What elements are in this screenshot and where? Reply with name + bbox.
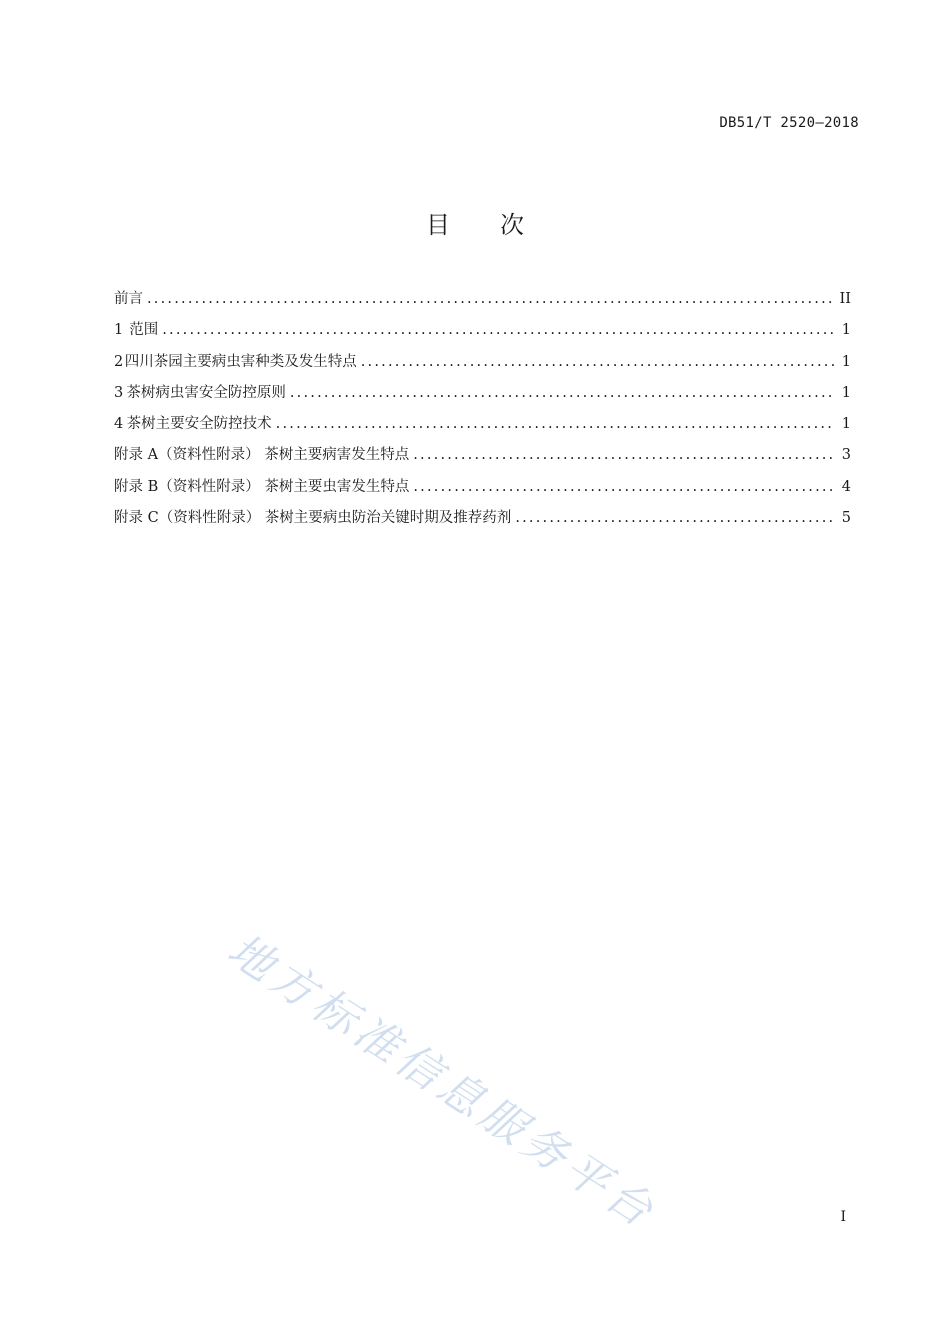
toc-entry-page: II — [839, 291, 851, 307]
toc-entry-label: 附录 A（资料性附录） 茶树主要病害发生特点 — [114, 447, 410, 464]
toc-entry-pest-types[interactable] — [114, 350, 851, 381]
toc-leader-dots — [290, 385, 835, 401]
toc-leader-dots — [361, 354, 835, 370]
toc-leader-dots — [515, 510, 835, 526]
toc-entry-label: 范围 — [129, 322, 159, 339]
toc-title-char-1: 目 — [426, 211, 450, 239]
toc-entry-page: 1 — [841, 353, 851, 370]
toc-entry-label: 附录 C（资料性附录） 茶树主要病虫防治关键时期及推荐药剂 — [114, 510, 512, 527]
toc-entry-appendix-b[interactable] — [114, 475, 851, 506]
toc-leader-dots — [413, 447, 835, 463]
toc-title-char-2: 次 — [500, 211, 524, 239]
toc-entry-page: 1 — [841, 322, 851, 339]
toc-leader-dots — [162, 322, 835, 338]
toc-entry-page: 5 — [841, 510, 851, 527]
toc-entry-scope[interactable] — [114, 318, 851, 349]
toc-entry-foreword[interactable] — [114, 287, 851, 318]
toc-title — [0, 205, 950, 240]
toc-leader-dots — [147, 291, 834, 307]
toc-entry-control-techniques[interactable] — [114, 412, 851, 443]
toc-entry-page: 3 — [841, 447, 851, 464]
toc-entry-page: 1 — [841, 384, 851, 401]
toc-entry-number: 4 — [114, 416, 124, 433]
toc-leader-dots — [413, 479, 835, 495]
toc-entry-label: 茶树主要安全防控技术 — [126, 416, 272, 433]
toc-entry-label: 前言 — [114, 291, 143, 307]
toc-leader-dots — [276, 416, 835, 432]
toc-entry-label: 茶树病虫害安全防控原则 — [126, 384, 286, 401]
toc-entry-appendix-a[interactable] — [114, 443, 851, 474]
document-code: DB51/T 2520—2018 — [719, 115, 859, 131]
toc-entry-label: 附录 B（资料性附录） 茶树主要虫害发生特点 — [114, 478, 410, 495]
toc-entry-appendix-c[interactable] — [114, 506, 851, 537]
watermark: 地方标准信息服务平台 — [218, 924, 666, 1240]
toc-entry-control-principles[interactable] — [114, 381, 851, 412]
toc-entry-number: 3 — [114, 384, 124, 401]
toc-entry-page: 4 — [841, 478, 851, 495]
toc-entry-label: 四川茶园主要病虫害种类及发生特点 — [124, 353, 357, 370]
page-number: I — [840, 1209, 846, 1225]
toc-entry-page: 1 — [841, 416, 851, 433]
toc-list — [114, 287, 851, 537]
toc-entry-number: 2 — [114, 353, 124, 370]
toc-entry-number: 1 — [114, 322, 124, 339]
